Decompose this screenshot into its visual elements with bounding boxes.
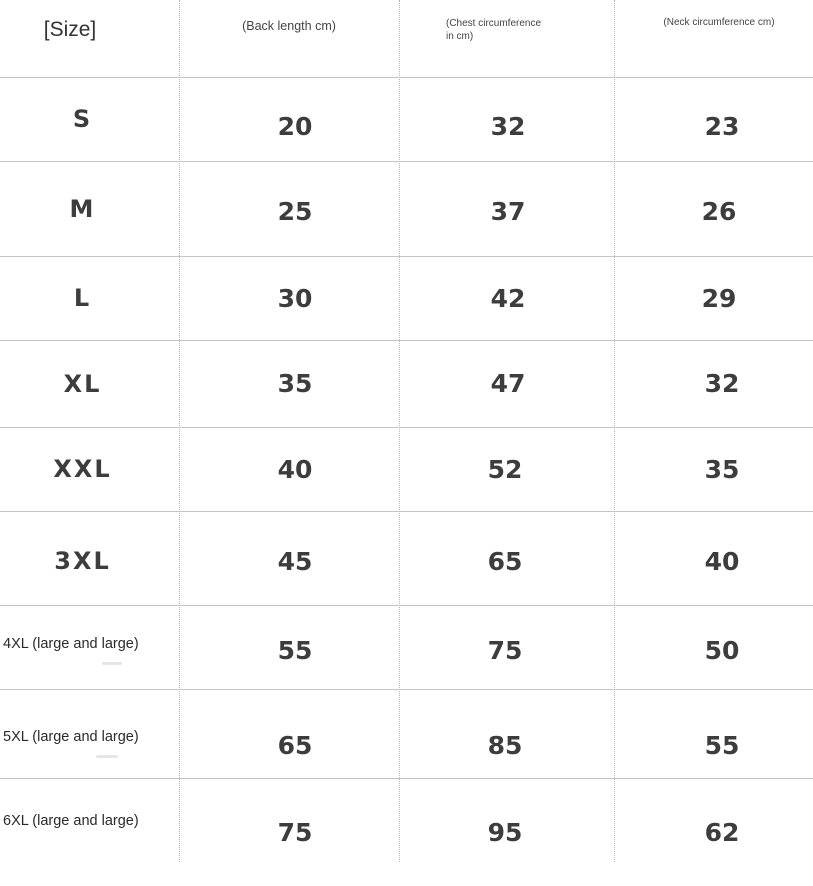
neck-value: 40 xyxy=(704,546,740,576)
size-label: 3XL xyxy=(54,547,111,575)
size-label: 4XL (large and large) xyxy=(3,636,139,652)
chest-value: 42 xyxy=(490,283,526,313)
back-length-value: 75 xyxy=(277,817,313,847)
size-label: S xyxy=(72,105,93,133)
size-label: M xyxy=(69,194,96,223)
header-back-length: (Back length cm) xyxy=(242,19,336,33)
chest-value: 65 xyxy=(487,546,523,576)
neck-value: 32 xyxy=(704,369,740,398)
back-length-value: 35 xyxy=(277,369,313,398)
size-label: 6XL (large and large) xyxy=(3,813,139,829)
header-size: [Size] xyxy=(43,18,97,41)
chest-value: 37 xyxy=(490,196,526,226)
neck-value: 23 xyxy=(704,111,740,141)
back-length-value: 65 xyxy=(277,730,313,760)
back-length-value: 25 xyxy=(277,196,313,226)
chest-value: 75 xyxy=(487,635,523,665)
neck-value: 35 xyxy=(704,454,740,484)
back-length-value: 20 xyxy=(277,111,313,141)
neck-value: 29 xyxy=(701,283,737,313)
neck-value: 62 xyxy=(704,817,740,847)
header-chest-circumference xyxy=(399,0,569,77)
back-length-value: 30 xyxy=(277,283,313,313)
size-label: XL xyxy=(63,369,102,398)
header-neck-circumference: (Neck circumference cm) xyxy=(663,17,775,28)
chest-value: 47 xyxy=(490,369,526,398)
header-chest-line1: (Chest circumference xyxy=(446,18,542,29)
neck-value: 50 xyxy=(704,635,740,665)
back-length-value: 55 xyxy=(277,635,313,665)
scan-smudge xyxy=(102,662,122,665)
chest-value: 85 xyxy=(487,730,523,760)
size-label: XXL xyxy=(53,455,112,483)
scan-smudge xyxy=(96,755,118,758)
chest-value: 32 xyxy=(490,111,526,141)
neck-value: 26 xyxy=(701,196,737,226)
chest-value: 52 xyxy=(487,454,523,484)
size-label: L xyxy=(73,284,92,312)
chest-value: 95 xyxy=(487,817,523,847)
back-length-value: 45 xyxy=(277,546,313,576)
back-length-value: 40 xyxy=(277,454,313,484)
size-label: 5XL (large and large) xyxy=(3,728,139,745)
header-chest-line2: in cm) xyxy=(446,31,474,42)
neck-value: 55 xyxy=(704,730,740,760)
